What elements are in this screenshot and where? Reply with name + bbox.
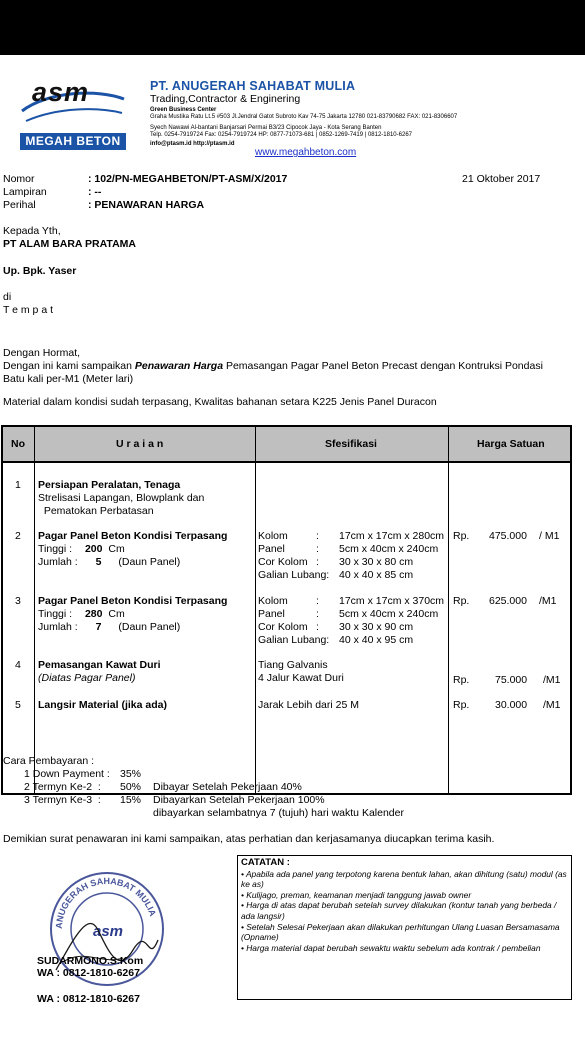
notes-title: CATATAN :	[241, 857, 290, 868]
row3-spec1-label: Kolom	[258, 595, 288, 607]
signatory-name: SUDARMONO.S.Kom	[37, 955, 144, 967]
row2-height-unit: Cm	[108, 543, 125, 555]
price-table	[1, 425, 572, 795]
row1-no: 1	[15, 479, 21, 491]
payment-line2-pct: 50%	[120, 781, 142, 793]
company-address-line3: Syech Nawawi Al-bantani Banjarsari Permai B3/23 Cipocok Jaya - Kota Serang Banten	[150, 125, 382, 131]
row4-unit: /M1	[543, 674, 561, 686]
row2-title: Pagar Panel Beton Kondisi Terpasang	[38, 530, 228, 542]
row3-count-label: Jumlah :	[38, 621, 78, 633]
intro-line1-pre: Dengan ini kami sampaikan	[3, 360, 135, 372]
row2-spec3-label: Cor Kolom	[258, 556, 308, 568]
table-header	[3, 427, 570, 463]
row3-count-unit: (Daun Panel)	[118, 621, 181, 633]
row3-rp: Rp.	[453, 595, 470, 607]
row2-spec2-colon: :	[316, 543, 319, 555]
row3-spec4-value: 40 x 40 x 95 cm	[339, 634, 414, 646]
row2-unit: / M1	[539, 530, 560, 542]
notes-item: • Harga di atas dapat berubah setelah survey dilakukan (kontur tanah yang berbeda / ada langsir)	[241, 900, 557, 921]
intro-line1	[3, 360, 543, 372]
notes-box	[237, 855, 572, 1000]
row5-spec1: Jarak Lebih dari 25 M	[258, 699, 359, 711]
row2-spec4-label: Galian Lubang:	[258, 569, 330, 581]
stamp-ring-text: ANUGERAH SAHABAT MULIA	[53, 875, 159, 930]
company-address-line4: Telp. 0254-7919724 Fax: 0254-7919724 HP: 0877-71073-681 | 0852-1269-7419 | 0812-1810-6267	[150, 132, 412, 138]
payment-line3-desc: Dibayarkan Setelah Pekerjaan 100%	[153, 794, 325, 806]
company-name: PT. ANUGERAH SAHABAT MULIA	[150, 79, 356, 93]
row2-spec1-colon: :	[316, 530, 319, 542]
row2-count-value: 5	[95, 556, 102, 568]
company-address-line1: Green Business Center	[150, 107, 217, 113]
intro-line1-emphasis: Penawaran Harga	[134, 360, 224, 372]
row2-rp: Rp.	[453, 530, 470, 542]
row2-no: 2	[15, 530, 21, 542]
row3-title: Pagar Panel Beton Kondisi Terpasang	[38, 595, 228, 607]
perihal-value: : PENAWARAN HARGA	[88, 199, 205, 211]
letter-date: 21 Oktober 2017	[462, 173, 541, 185]
row4-rp: Rp.	[453, 674, 470, 686]
row2-height-value: 200	[84, 543, 103, 555]
row4-price: 75.000	[495, 674, 528, 686]
row3-spec2-label: Panel	[258, 608, 285, 620]
payment-title: Cara Pembayaran :	[3, 755, 95, 767]
row2-count-label: Jumlah :	[38, 556, 78, 568]
row3-height	[38, 608, 125, 621]
row4-spec2: 4 Jalur Kawat Duri	[258, 672, 344, 684]
column-divider	[255, 427, 256, 793]
row5-no: 5	[15, 699, 21, 711]
material-note: Material dalam kondisi sudah terpasang, Kwalitas bahanan setara K225 Jenis Panel Duracon	[3, 396, 437, 408]
intro-line1-post: Pemasangan Pagar Panel Beton Precast dengan Kontruksi Pondasi	[223, 360, 543, 372]
recipient-place: T e m p a t	[3, 304, 53, 316]
payment-line2-desc: Dibayar Setelah Pekerjaan 40%	[153, 781, 302, 793]
row3-spec2-colon: :	[316, 608, 319, 620]
signatory-wa-1: WA : 0812-1810-6267	[37, 967, 140, 979]
row5-title: Langsir Material (jika ada)	[38, 699, 167, 711]
lampiran-value: : --	[88, 186, 102, 198]
row1-desc1: Strelisasi Lapangan, Blowplank dan	[38, 492, 205, 504]
row1-desc2: Pematokan Perbatasan	[38, 505, 154, 517]
row2-spec1-value: 17cm x 17cm x 280cm	[339, 530, 445, 542]
row3-spec1-value: 17cm x 17cm x 370cm	[339, 595, 445, 607]
company-logo	[18, 75, 128, 153]
header-uraian: U r a i a n	[116, 438, 164, 450]
row2-spec1-label: Kolom	[258, 530, 288, 542]
row3-price: 625.000	[489, 595, 527, 607]
payment-line2-label: 2 Termyn Ke-2 :	[24, 781, 101, 793]
row4-title: Pemasangan Kawat Duri	[38, 659, 161, 671]
row3-height-unit: Cm	[108, 608, 125, 620]
closing-text: Demikian surat penawaran ini kami sampaikan, atas perhatian dan kerjasamanya diucapkan terima kasih.	[3, 833, 495, 845]
nomor-label: Nomor	[3, 173, 35, 185]
row4-no: 4	[15, 659, 21, 671]
row2-count	[38, 556, 180, 569]
payment-line1-pct: 35%	[120, 768, 142, 780]
letter-page	[0, 55, 585, 1040]
row3-spec3-value: 30 x 30 x 90 cm	[339, 621, 414, 633]
perihal-label: Perihal	[3, 199, 36, 211]
row3-count	[38, 621, 180, 634]
recipient-salutation: Kepada Yth,	[3, 225, 61, 237]
row3-spec4-label: Galian Lubang:	[258, 634, 330, 646]
notes-item: • Apabila ada panel yang terpotong karena bentuk lahan, akan dihitung (satu) modul (as ke as)	[241, 868, 567, 890]
row3-no: 3	[15, 595, 21, 607]
row2-height-label: Tinggi :	[38, 543, 73, 555]
header-no: No	[11, 438, 25, 450]
company-email: info@ptasm.id http://ptasm.id	[150, 141, 235, 147]
row2-spec3-colon: :	[316, 556, 319, 568]
notes-item: • Kulijago, preman, keamanan menjadi tanggung jawab owner	[241, 889, 472, 900]
logo-banner: MEGAH BETON	[20, 133, 126, 150]
row3-spec2-value: 5cm x 40cm x 240cm	[339, 608, 439, 620]
company-address-line2: Graha Mustika Ratu Lt.5 #503 Jl.Jendral Gatot Subroto Kav 74-75 Jakarta 12780 021-83790682 FAX: 021-8306607	[150, 114, 458, 120]
row2-height	[38, 543, 125, 556]
row2-count-unit: (Daun Panel)	[118, 556, 181, 568]
row2-spec2-label: Panel	[258, 543, 285, 555]
row3-spec1-colon: :	[316, 595, 319, 607]
row5-price: 30.000	[495, 699, 528, 711]
recipient-attention: Up. Bpk. Yaser	[3, 265, 77, 277]
row3-height-label: Tinggi :	[38, 608, 73, 620]
row2-spec2-value: 5cm x 40cm x 240cm	[339, 543, 439, 555]
row5-rp: Rp.	[453, 699, 470, 711]
notes-item: • Harga material dapat berubah sewaktu waktu sebelum ada kontrak / pembelian	[241, 942, 541, 953]
recipient-company: PT ALAM BARA PRATAMA	[3, 238, 136, 250]
header-spesifikasi: Sfesifikasi	[325, 438, 377, 450]
row4-spec1: Tiang Galvanis	[258, 659, 328, 671]
nomor-value: : 102/PN-MEGAHBETON/PT-ASM/X/2017	[88, 173, 288, 185]
row3-spec3-label: Cor Kolom	[258, 621, 308, 633]
signatory-wa-2: WA : 0812-1810-6267	[37, 993, 140, 1005]
row3-count-value: 7	[95, 621, 102, 633]
row4-sub: (Diatas Pagar Panel)	[38, 672, 136, 684]
row2-price: 475.000	[489, 530, 527, 542]
notes-item: • Setelah Selesai Pekerjaan akan dilakukan perhitungan Ulang Luasan Bersamasama (Opname)	[241, 921, 560, 943]
payment-line3-pct: 15%	[120, 794, 142, 806]
payment-line1-label: 1 Down Payment :	[24, 768, 110, 780]
recipient-di: di	[3, 291, 12, 303]
row3-unit: /M1	[539, 595, 557, 607]
row3-height-value: 280	[84, 608, 103, 620]
payment-line4: dibayarkan selambatnya 7 (tujuh) hari waktu Kalender	[153, 807, 404, 819]
company-website-link[interactable]: www.megahbeton.com	[255, 147, 357, 158]
row2-spec4-value: 40 x 40 x 85 cm	[339, 569, 414, 581]
logo-text: asm	[32, 77, 90, 107]
stamp-center-text: asm	[93, 923, 124, 940]
payment-line3-label: 3 Termyn Ke-3 :	[24, 794, 101, 806]
lampiran-label: Lampiran	[3, 186, 47, 198]
header-harga: Harga Satuan	[477, 438, 545, 450]
intro-line2: Batu kali per-M1 (Meter lari)	[3, 373, 134, 385]
row3-spec3-colon: :	[316, 621, 319, 633]
row1-title: Persiapan Peralatan, Tenaga	[38, 479, 181, 491]
company-tagline: Trading,Contractor & Enginering	[150, 93, 301, 105]
row2-spec3-value: 30 x 30 x 80 cm	[339, 556, 414, 568]
column-divider	[34, 427, 35, 793]
row5-unit: /M1	[543, 699, 561, 711]
column-divider	[448, 427, 449, 793]
greeting: Dengan Hormat,	[3, 347, 81, 359]
